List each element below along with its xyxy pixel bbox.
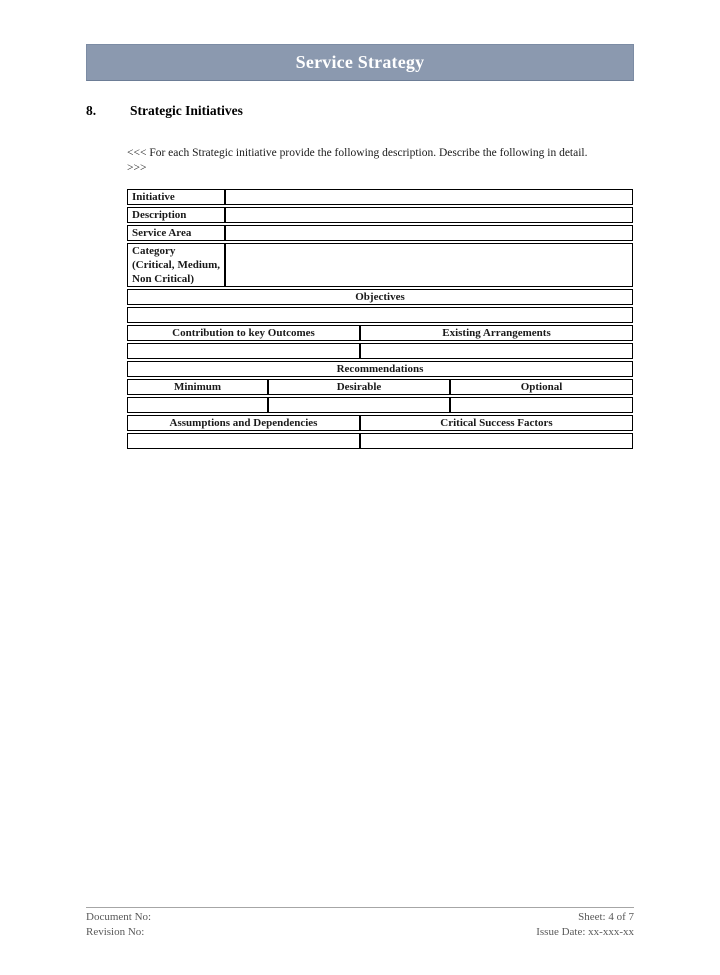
table-row-recommendations-header <box>127 361 633 377</box>
assumptions-value-cell[interactable] <box>127 433 360 449</box>
table-row-category <box>127 243 633 287</box>
table-row-contribution-value <box>127 343 633 359</box>
objectives-header-cell: Objectives <box>127 289 633 305</box>
category-value-cell[interactable] <box>225 243 633 287</box>
service-area-value-cell[interactable] <box>225 225 633 241</box>
minimum-header-cell: Minimum <box>127 379 268 395</box>
objectives-value-cell[interactable] <box>127 307 633 323</box>
table-row-min-des-opt-value <box>127 397 633 413</box>
section-number: 8. <box>86 103 97 118</box>
footer-left <box>86 910 151 940</box>
description-value-cell[interactable] <box>225 207 633 223</box>
table-row-description <box>127 207 633 223</box>
page-title: Service Strategy <box>295 52 425 72</box>
assumptions-header-cell: Assumptions and Dependencies <box>127 415 360 431</box>
issue-date-label: Issue Date: xx-xxx-xx <box>536 926 634 938</box>
section-heading <box>86 103 634 119</box>
table-row-service-area <box>127 225 633 241</box>
footer-right <box>536 910 634 940</box>
category-label-cell: Category (Critical, Medium, Non Critical) <box>127 243 225 287</box>
strategic-initiative-table <box>127 187 633 451</box>
table-row-objectives-header <box>127 289 633 305</box>
initiative-label-cell: Initiative <box>127 189 225 205</box>
desirable-header-cell: Desirable <box>268 379 450 395</box>
recommendations-header-cell: Recommendations <box>127 361 633 377</box>
description-label-cell: Description <box>127 207 225 223</box>
critical-success-value-cell[interactable] <box>360 433 633 449</box>
table-row-objectives-value <box>127 307 633 323</box>
section-title: Strategic Initiatives <box>130 103 243 118</box>
service-area-label-cell: Service Area <box>127 225 225 241</box>
sheet-label: Sheet: 4 of 7 <box>578 911 634 923</box>
instruction-line-2: >>> <box>127 162 147 174</box>
table-row-assumptions-value <box>127 433 633 449</box>
table-row-assumptions-header <box>127 415 633 431</box>
table-row-contribution-header <box>127 325 633 341</box>
existing-arrangements-header-cell: Existing Arrangements <box>360 325 633 341</box>
optional-value-cell[interactable] <box>450 397 633 413</box>
page-footer <box>86 907 634 940</box>
optional-header-cell: Optional <box>450 379 633 395</box>
table-row-min-des-opt-header <box>127 379 633 395</box>
minimum-value-cell[interactable] <box>127 397 268 413</box>
instruction-line-1: <<< For each Strategic initiative provide the following description. Describe the following in detail. <box>127 147 588 159</box>
existing-arrangements-value-cell[interactable] <box>360 343 633 359</box>
document-title-bar <box>86 44 634 81</box>
critical-success-header-cell: Critical Success Factors <box>360 415 633 431</box>
instruction-text <box>127 146 639 176</box>
revision-no-label: Revision No: <box>86 926 145 938</box>
initiative-value-cell[interactable] <box>225 189 633 205</box>
contribution-header-cell: Contribution to key Outcomes <box>127 325 360 341</box>
table-row-initiative <box>127 189 633 205</box>
contribution-value-cell[interactable] <box>127 343 360 359</box>
desirable-value-cell[interactable] <box>268 397 450 413</box>
document-no-label: Document No: <box>86 911 152 923</box>
